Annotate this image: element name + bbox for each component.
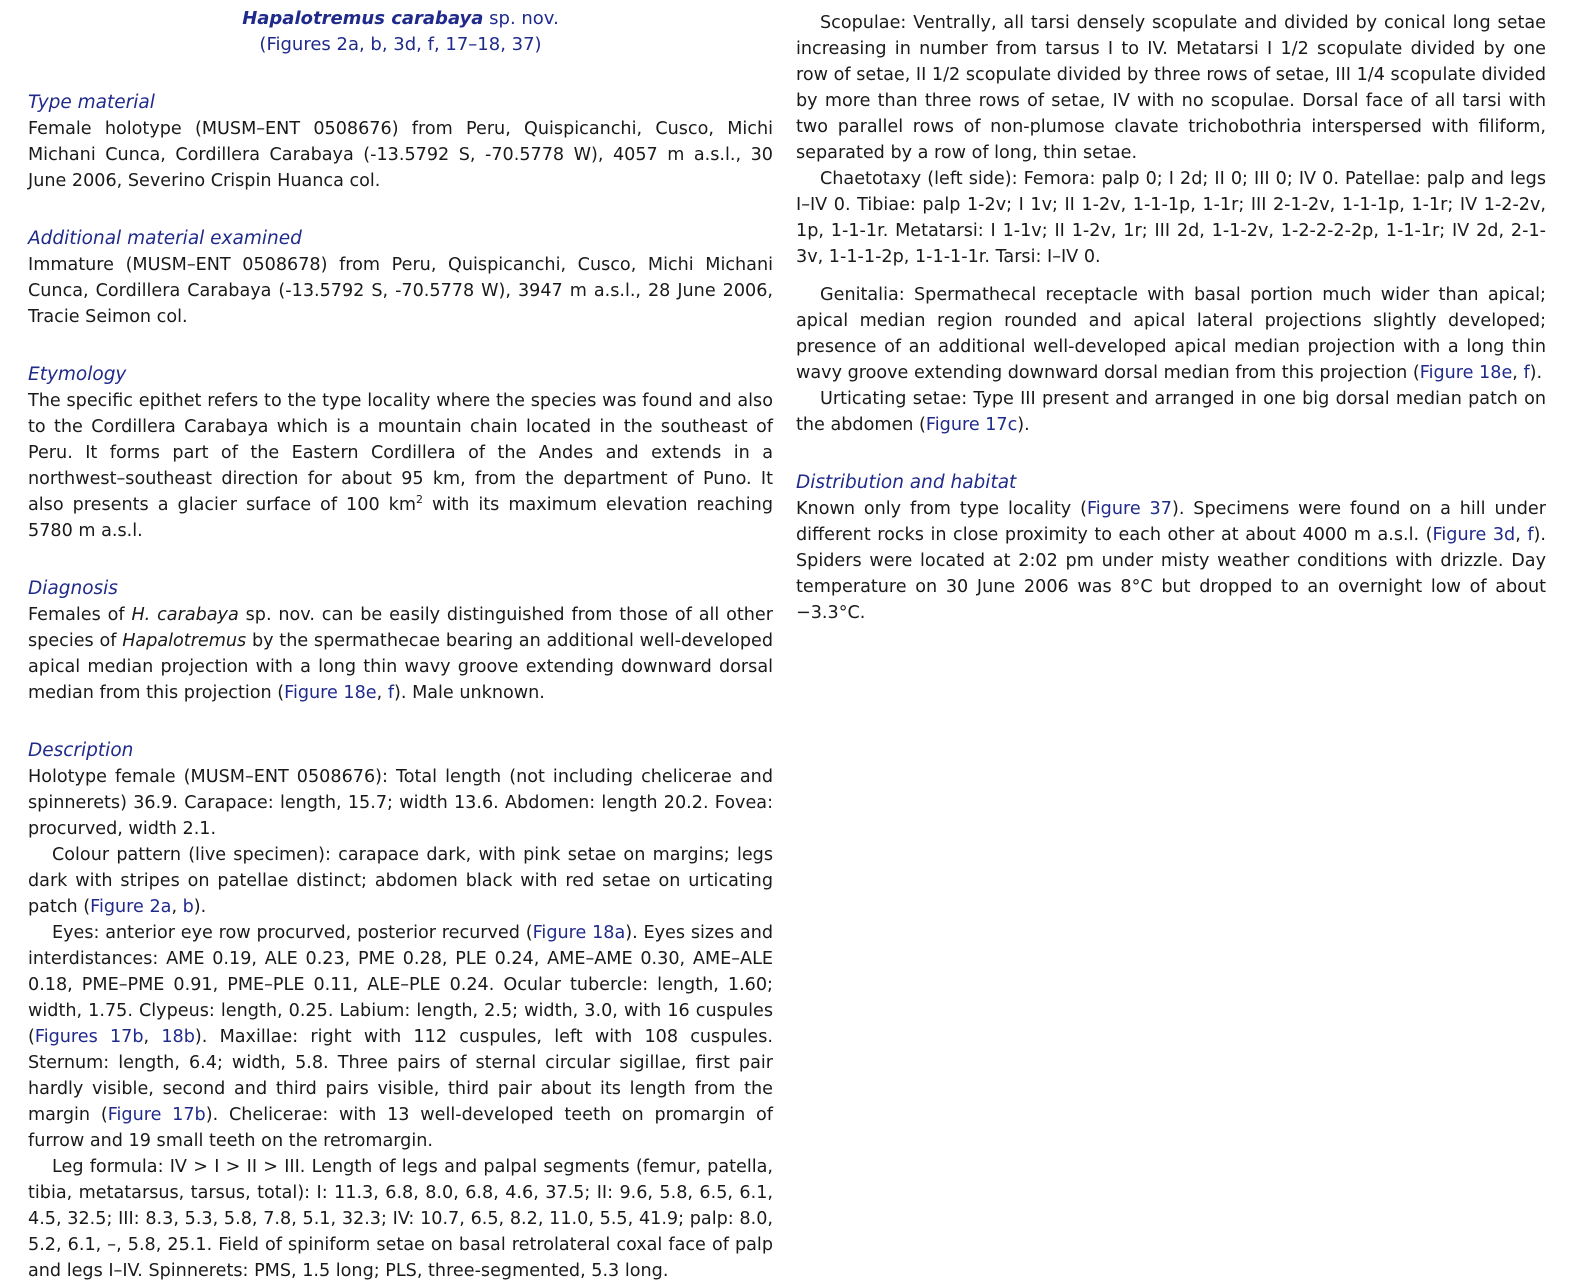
figure-link[interactable]: Figure 18a [532,923,626,943]
etymology-heading: Etymology [28,364,127,385]
figure-link[interactable]: Figure 17b [107,1105,206,1125]
figure-link[interactable]: Figure 18e [1419,363,1513,383]
description-legs: Leg formula: IV > I > II > III. Length of legs and palpal segments (femur, patella, tibia, metatarsus, tarsus, total): I: 11.3, 6.8, 8.0, 6.8, 4.6, 37.5; II: 9.6, 5.8, 6.5, 6.1, 4.5, 32.5; III: 8.3, 5.3, 5.8, 7.8, 5.1, 32.3; IV: 10.7, 6.5, 8.2, 11.0, 5.5, 41.9; palp: 8.0, 5.2, 6.1, –, 5.8, 25.1. Field of spiniform setae on basal retrolateral coxal face of palp and legs I–IV. Spinnerets: PMS, 1.5 long; PLS, three-segmented, 5.3 long. [28,1157,773,1281]
figure-link[interactable]: Figure 17c [925,415,1018,435]
type-material-heading: Type material [28,92,155,113]
left-column [28,0,773,1284]
species-title [28,6,773,58]
figure-link[interactable]: Figure 2a [90,897,172,917]
figure-link[interactable]: Figure 3d [1432,525,1516,545]
diagnosis-text: Females of H. carabaya sp. nov. can be easily distinguished from those of all other species of Hapalotremus by the spermathecae bearing an additional well-developed apical median projection with a long thin wavy groove extending downward dorsal median from this projection (Figure 18e, f). Male unknown. [28,605,774,703]
species-suffix: sp. nov. [483,8,559,29]
title-figures: (Figures 2a, b, 3d, f, 17–18, 37) [259,34,542,55]
etymology-text: The specific epithet refers to the type locality where the species was found and also to the Cordillera Carabaya which is a mountain chain located in the southeast of Peru. It forms part of the Eastern Cordillera of the Andes and extends in a northwest–southeast direction for about 95 km, from the department of Puno. It also presents a glacier surface of 100 $km^2$ with its maximum elevation reaching 5780 m a.s.l. [28,391,773,541]
description-eyes: Eyes: anterior eye row procurved, posterior recurved (Figure 18a). Eyes sizes and interdistances: AME 0.19, ALE 0.23, PME 0.28, PLE 0.24, AME–AME 0.30, AME–ALE 0.18, PME–PME 0.91, PME–PLE 0.11, ALE–PLE 0.24. Ocular tubercle: length, 1.60; width, 1.75. Clypeus: length, 0.25. Labium: length, 2.5; width, 3.0, with 16 cuspules (Figures 17b, 18b). Maxillae: right with 112 cuspules, left with 108 cuspules. Sternum: length, 6.4; width, 5.8. Three pairs of sternal circular sigillae, first pair hardly visible, second and third pairs visible, third pair about its length from the margin (Figure 17b). Chelicerae: with 13 well-developed teeth on promargin of furrow and 19 small teeth on the retromargin. [28,923,774,1151]
figure-link[interactable]: 18b [161,1027,195,1047]
right-column [796,0,1546,626]
superscript: 2 [416,493,423,507]
genitalia-text: Genitalia: Spermathecal receptacle with basal portion much wider than apical; apical median region rounded and apical lateral projections slightly developed; presence of an additional well-developed apical median projection with a long thin wavy groove extending downward dorsal median from this projection (Figure 18e, f). [796,285,1546,383]
figure-link[interactable]: f [387,683,395,703]
figure-link[interactable]: f [1527,525,1534,545]
urticating-text: Urticating setae: Type III present and arranged in one big dorsal median patch on the abdomen (Figure 17c). [796,389,1546,435]
scopulae-text: Scopulae: Ventrally, all tarsi densely scopulate and divided by conical long setae increasing in number from tarsus I to IV. Metatarsi I 1/2 scopulate divided by one row of setae, II 1/2 scopulate divided by three rows of setae, III 1/4 scopulate divided by more than three rows of setae, IV with no scopulae. Dorsal face of all tarsi with two parallel rows of non-plumose clavate trichobothria interspersed with filiform, separated by a row of long, thin setae. [796,13,1546,163]
distribution-text: Known only from type locality (Figure 37). Specimens were found on a hill under different rocks in close proximity to each other at about 4000 m a.s.l. (Figure 3d, f). Spiders were located at 2:02 pm under misty weather conditions with drizzle. Day temperature on 30 June 2006 was 8°C but dropped to an overnight low of about −3.3°C. [796,499,1547,623]
figure-link[interactable]: b [182,897,194,917]
description-heading: Description [28,740,134,761]
figure-link[interactable]: Figure 37 [1086,499,1172,519]
species-name: Hapalotremus carabaya [242,8,484,29]
figure-link[interactable]: Figures 17b [34,1027,144,1047]
description-holotype: Holotype female (MUSM–ENT 0508676): Total length (not including chelicerae and spinnerets) 36.9. Carapace: length, 15.7; width 13.6. Abdomen: length 20.2. Fovea: procurved, width 2.1. [28,767,773,839]
diagnosis-heading: Diagnosis [28,578,118,599]
figure-link[interactable]: f [1523,363,1530,383]
figure-link[interactable]: Figure 18e [284,683,377,703]
description-colour: Colour pattern (live specimen): carapace dark, with pink setae on margins; legs dark with stripes on patellae distinct; abdomen black with red setae on urticating patch (Figure 2a, b). [28,845,773,917]
chaetotaxy-text: Chaetotaxy (left side): Femora: palp 0; I 2d; II 0; III 0; IV 0. Patellae: palp and legs I–IV 0. Tibiae: palp 1-2v; I 1v; II 1-2v, 1-1-1p, 1-1r; III 2-1-2v, 1-1-1p, 1-1r; IV 1-2-2v, 1p, 1-1-1r. Metatarsi: I 1-1v; II 1-2v, 1r; III 2d, 1-1-2v, 1-2-2-2-2p, 1-1-1r; IV 2d, 2-1-3v, 1-1-1-2p, 1-1-1-1r. Tarsi: I–IV 0. [796,169,1546,267]
additional-material-heading: Additional material examined [28,228,302,249]
distribution-heading: Distribution and habitat [796,472,1017,493]
type-material-text: Female holotype (MUSM–ENT 0508676) from Peru, Quispicanchi, Cusco, Michi Michani Cunca, Cordillera Carabaya (-13.5792 S, -70.5778 W), 4057 m a.s.l., 30 June 2006, Severino Crispin Huanca col. [28,119,773,191]
additional-material-text: Immature (MUSM–ENT 0508678) from Peru, Quispicanchi, Cusco, Michi Michani Cunca, Cordillera Carabaya (-13.5792 S, -70.5778 W), 3947 m a.s.l., 28 June 2006, Tracie Seimon col. [28,255,773,327]
